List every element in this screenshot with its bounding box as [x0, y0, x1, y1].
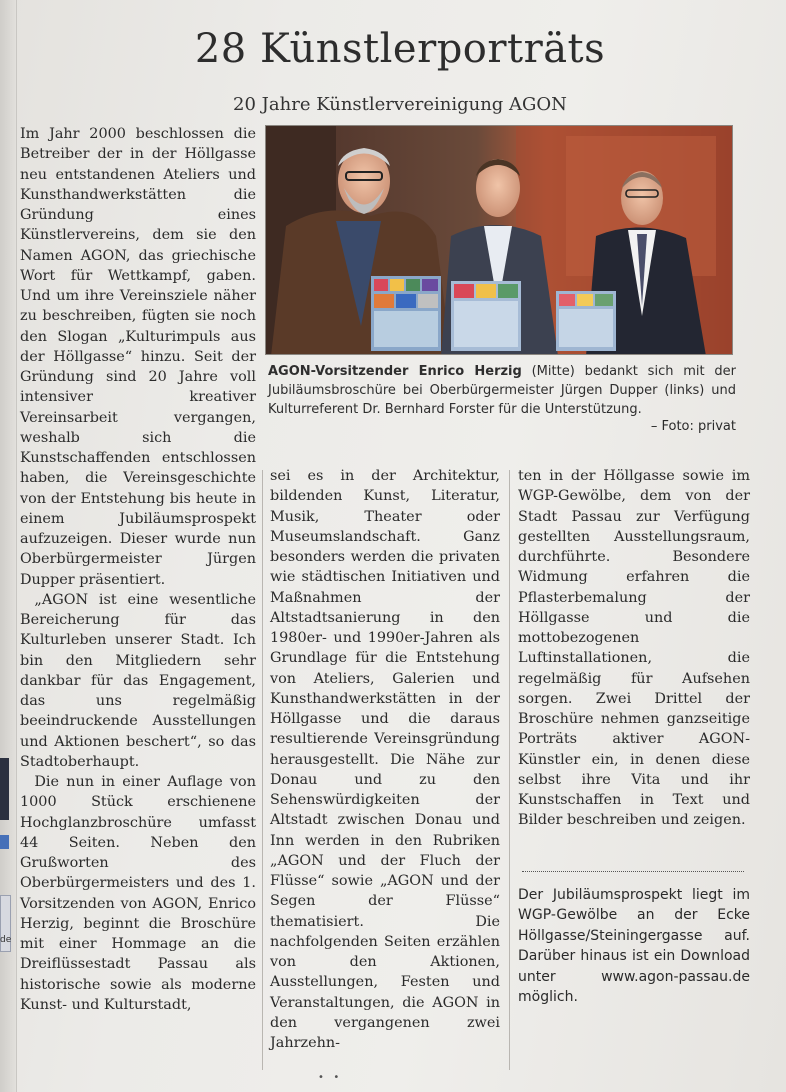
margin-mark: [0, 758, 9, 820]
article-headline: 28 Künstlerporträts: [194, 26, 606, 72]
margin-mark: [0, 835, 9, 849]
photo-credit: – Foto: privat: [650, 419, 736, 434]
article-column-1: [20, 124, 256, 1015]
paragraph: Die nun in einer Auflage von 1000 Stück erschienene Hochglanzbroschüre umfasst 44 Seiten. Neben den Grußworten des Oberbürgermeisters und des 1. Vorsitzenden von AGON, Enrico Herzig, beginnt die Broschüre mit einer Hommage an die Dreiflüssestadt Passau als historische sowie als moderne Kunst- und Kulturstadt,: [20, 774, 256, 1013]
info-separator: [522, 871, 744, 872]
caption-bold: AGON-Vorsitzender Enrico Herzig: [268, 364, 522, 379]
page-dots: • •: [318, 1072, 340, 1083]
article-column-2: [270, 466, 500, 1053]
column-divider: [509, 470, 510, 1070]
photo-illustration: [266, 126, 733, 355]
margin-text: de: [0, 935, 12, 945]
paragraph: sei es in der Architektur, bildenden Kunst, Literatur, Musik, Theater oder Museumslandschaft. Ganz besonders werden die privaten wie städtischen Initiativen und Maßnahmen der Altstadtsanierung in den 1980er- und 1990er-Jahren als Grundlage für die Entstehung von Ateliers, Galerien und Kunsthandwerkstätten in der Höllgasse und die daraus resultierende Vereinsgründung herausgestellt. Die Nähe zur Donau und zu den Sehenswürdigkeiten der Altstadt zwischen Donau und Inn werden in den Rubriken „AGON und der Fluch der Flüsse“ sowie „AGON und der Segen der Flüsse“ thematisiert. Die nachfolgenden Seiten erzählen von den Aktionen, Ausstellungen, Festen und Veranstaltungen, die AGON in den vergangenen zwei Jahrzehn-: [270, 468, 500, 1051]
paragraph: ten in der Höllgasse sowie im WGP-Gewölbe, dem von der Stadt Passau zur Verfügung gestellten Ausstellungsraum, durchführte. Besondere Widmung erfahren die Pflasterbemalung der Höllgasse und die mottobezogenen Luftinstallationen, die regelmäßig für Aufsehen sorgen. Zwei Drittel der Broschüre nehmen ganzseitige Porträts aktiver AGON-Künstler ein, in denen diese selbst ihre Vita und ihr Kunstschaffen in Text und Bilder beschreiben und zeigen.: [518, 468, 750, 829]
column-divider: [262, 470, 263, 1070]
article-subheadline: 20 Jahre Künstlervereinigung AGON: [233, 94, 567, 115]
paragraph: „AGON ist eine wesentliche Bereicherung für das Kulturleben unserer Stadt. Ich bin den Mitgliedern sehr dankbar für das Engagement, das uns regelmäßig beeindruckende Ausstellungen und Aktionen beschert“, so das Stadtoberhaupt.: [20, 591, 256, 770]
adjacent-column-strip: [0, 0, 17, 1092]
caption-text: (Mitte) bedankt sich mit der Jubiläumsbroschüre bei Oberbürgermeister Jürgen Dupper (links) und Kulturreferent Dr. Bernhard Forster für die Unterstützung.: [268, 364, 736, 417]
photo-caption: [268, 362, 736, 419]
article-column-3: [518, 466, 750, 831]
info-box: Der Jubiläumsprospekt liegt im WGP-Gewölbe an der Ecke Höllgasse/Steiningergasse auf. Darüber hinaus ist ein Download unter www.agon-passau.de möglich.: [518, 887, 750, 1006]
article-photo: [265, 125, 733, 355]
paragraph: Im Jahr 2000 beschlossen die Betreiber der in der Höllgasse neu entstandenen Ateliers und Kunsthandwerkstätten die Gründung eines Künstlervereins, dem sie den Namen AGON, das griechische Wort für Wettkampf, gaben. Und um ihre Vereinsziele näher zu beschreiben, fügten sie noch den Slogan „Kulturimpuls aus der Höllgasse“ hinzu. Seit der Gründung sind 20 Jahre voll intensiver kreativer Vereinsarbeit vergangen, weshalb sich die Kunstschaffenden entschlossen haben, die Vereinsgeschichte von der Entstehung bis heute in einem Jubiläumsprospekt aufzuzeigen. Dieser wurde nun Oberbürgermeister Jürgen Dupper präsentiert.: [20, 126, 256, 588]
